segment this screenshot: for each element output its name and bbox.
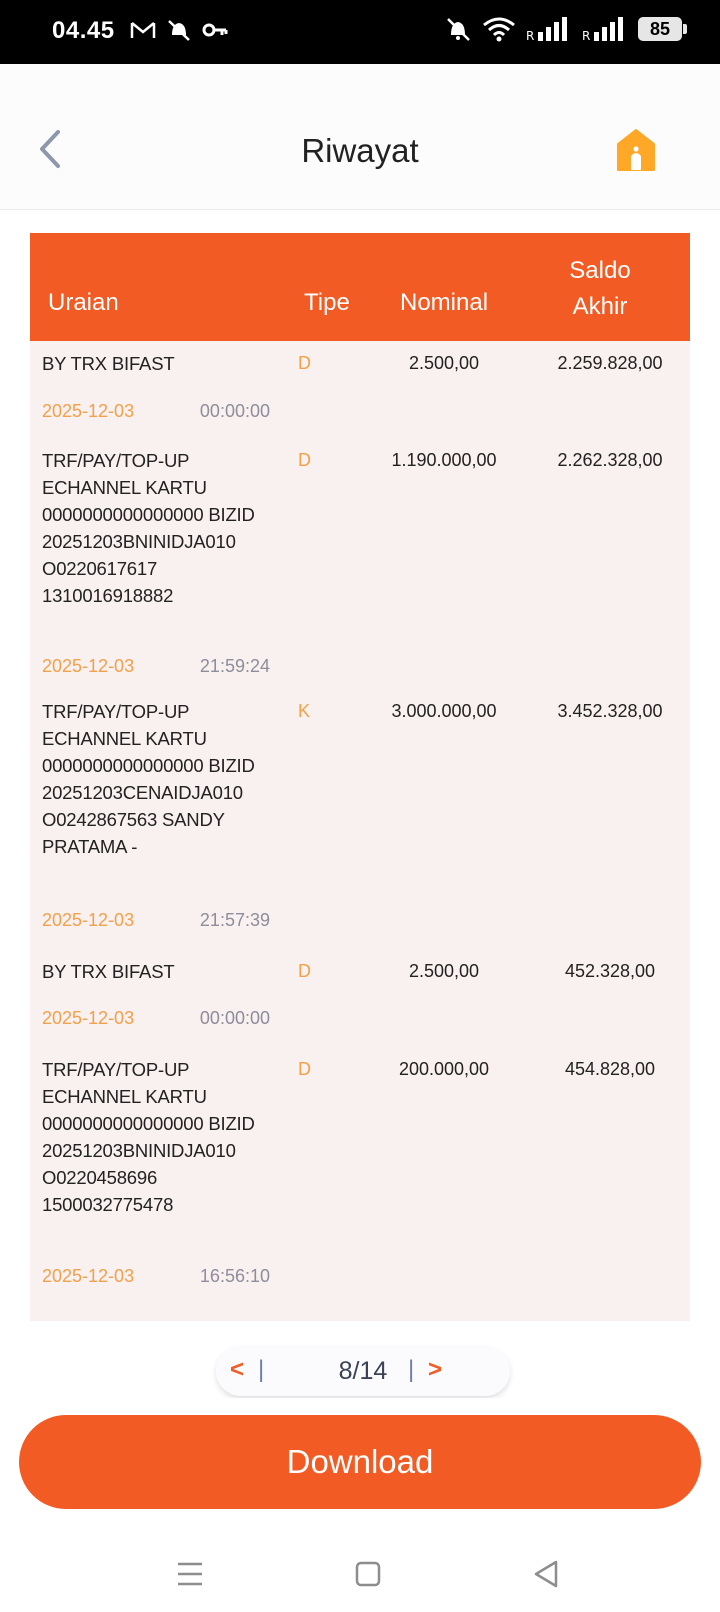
status-icons-left	[130, 18, 228, 42]
table-header	[30, 233, 690, 341]
system-navigation-bar	[0, 1540, 720, 1612]
row-tipe: K	[298, 701, 311, 721]
page-title: Riwayat	[301, 132, 419, 169]
back-triangle-icon[interactable]	[526, 1554, 566, 1594]
page-indicator: 8/14	[338, 1357, 388, 1385]
battery-icon: 85	[638, 17, 682, 41]
table-row[interactable]	[30, 958, 690, 1056]
svg-text:R: R	[526, 29, 535, 42]
prev-page-button[interactable]: <	[230, 1356, 245, 1383]
column-header-saldo-akhir	[554, 253, 646, 325]
row-uraian: BY TRX BIFAST	[42, 961, 175, 982]
row-date: 2025-12-03	[42, 656, 135, 676]
gmail-icon	[130, 19, 156, 41]
row-tipe: D	[298, 961, 311, 981]
row-time: 16:56:10	[199, 1266, 270, 1286]
row-saldo: 2.262.328,00	[557, 450, 663, 470]
row-nominal: 2.500,00	[408, 353, 480, 373]
pager-separator: |	[258, 1356, 265, 1383]
row-saldo: 452.328,00	[564, 961, 656, 981]
muted-notification-icon	[166, 18, 192, 42]
saldo-header-line1: Saldo	[569, 257, 631, 284]
table-row[interactable]	[30, 341, 690, 438]
home-square-icon[interactable]	[348, 1554, 388, 1594]
transaction-table	[30, 233, 690, 1321]
pagination	[216, 1346, 510, 1396]
row-date: 2025-12-03	[42, 1008, 135, 1028]
row-nominal: 2.500,00	[408, 961, 480, 981]
pager-separator: |	[408, 1356, 415, 1383]
row-time: 21:57:39	[199, 910, 270, 930]
row-date: 2025-12-03	[42, 910, 135, 930]
row-time: 21:59:24	[199, 656, 270, 676]
row-tipe: D	[298, 1059, 311, 1079]
column-header-uraian: Uraian	[48, 289, 119, 316]
row-date: 2025-12-03	[42, 401, 135, 421]
row-tipe: D	[298, 353, 311, 373]
key-icon	[202, 20, 228, 40]
svg-text:R: R	[582, 29, 591, 42]
table-row[interactable]	[30, 438, 690, 698]
row-uraian: TRF/PAY/TOP-UP ECHANNEL KARTU 0000000000000000 BIZID 20251203BNINIDJA010 O0220617617 1310016918882	[42, 450, 255, 606]
row-nominal: 1.190.000,00	[391, 450, 497, 470]
status-time: 04.45	[52, 17, 115, 44]
wifi-icon	[482, 16, 516, 42]
signal-icon-2	[582, 16, 628, 42]
row-uraian: TRF/PAY/TOP-UP ECHANNEL KARTU 0000000000000000 BIZID 20251203BNINIDJA010 O0220458696 1500032775478	[42, 1059, 255, 1215]
app-header	[0, 64, 720, 210]
table-row[interactable]	[30, 698, 690, 958]
row-uraian: BY TRX BIFAST	[42, 353, 175, 374]
signal-icon	[526, 16, 572, 42]
column-header-nominal: Nominal	[400, 289, 489, 316]
column-header-tipe: Tipe	[304, 289, 350, 316]
saldo-header-line2: Akhir	[572, 293, 628, 320]
row-date: 2025-12-03	[42, 1266, 135, 1286]
row-saldo: 3.452.328,00	[557, 701, 663, 721]
row-nominal: 200.000,00	[398, 1059, 490, 1079]
download-button[interactable]: Download	[19, 1415, 701, 1509]
status-icons-right	[444, 16, 682, 42]
status-bar	[0, 0, 720, 64]
next-page-button[interactable]: >	[428, 1356, 443, 1383]
row-tipe: D	[298, 450, 311, 470]
menu-icon[interactable]	[170, 1554, 210, 1594]
table-row[interactable]	[30, 1056, 690, 1316]
row-saldo: 2.259.828,00	[557, 353, 663, 373]
row-time: 00:00:00	[199, 1008, 270, 1028]
home-icon[interactable]	[614, 128, 658, 172]
row-time: 00:00:00	[199, 401, 270, 421]
silent-icon	[444, 16, 472, 42]
row-nominal: 3.000.000,00	[391, 701, 497, 721]
row-uraian: TRF/PAY/TOP-UP ECHANNEL KARTU 0000000000000000 BIZID 20251203CENAIDJA010 O0242867563 SANDY PRATAMA -	[42, 701, 255, 857]
row-saldo: 454.828,00	[564, 1059, 656, 1079]
